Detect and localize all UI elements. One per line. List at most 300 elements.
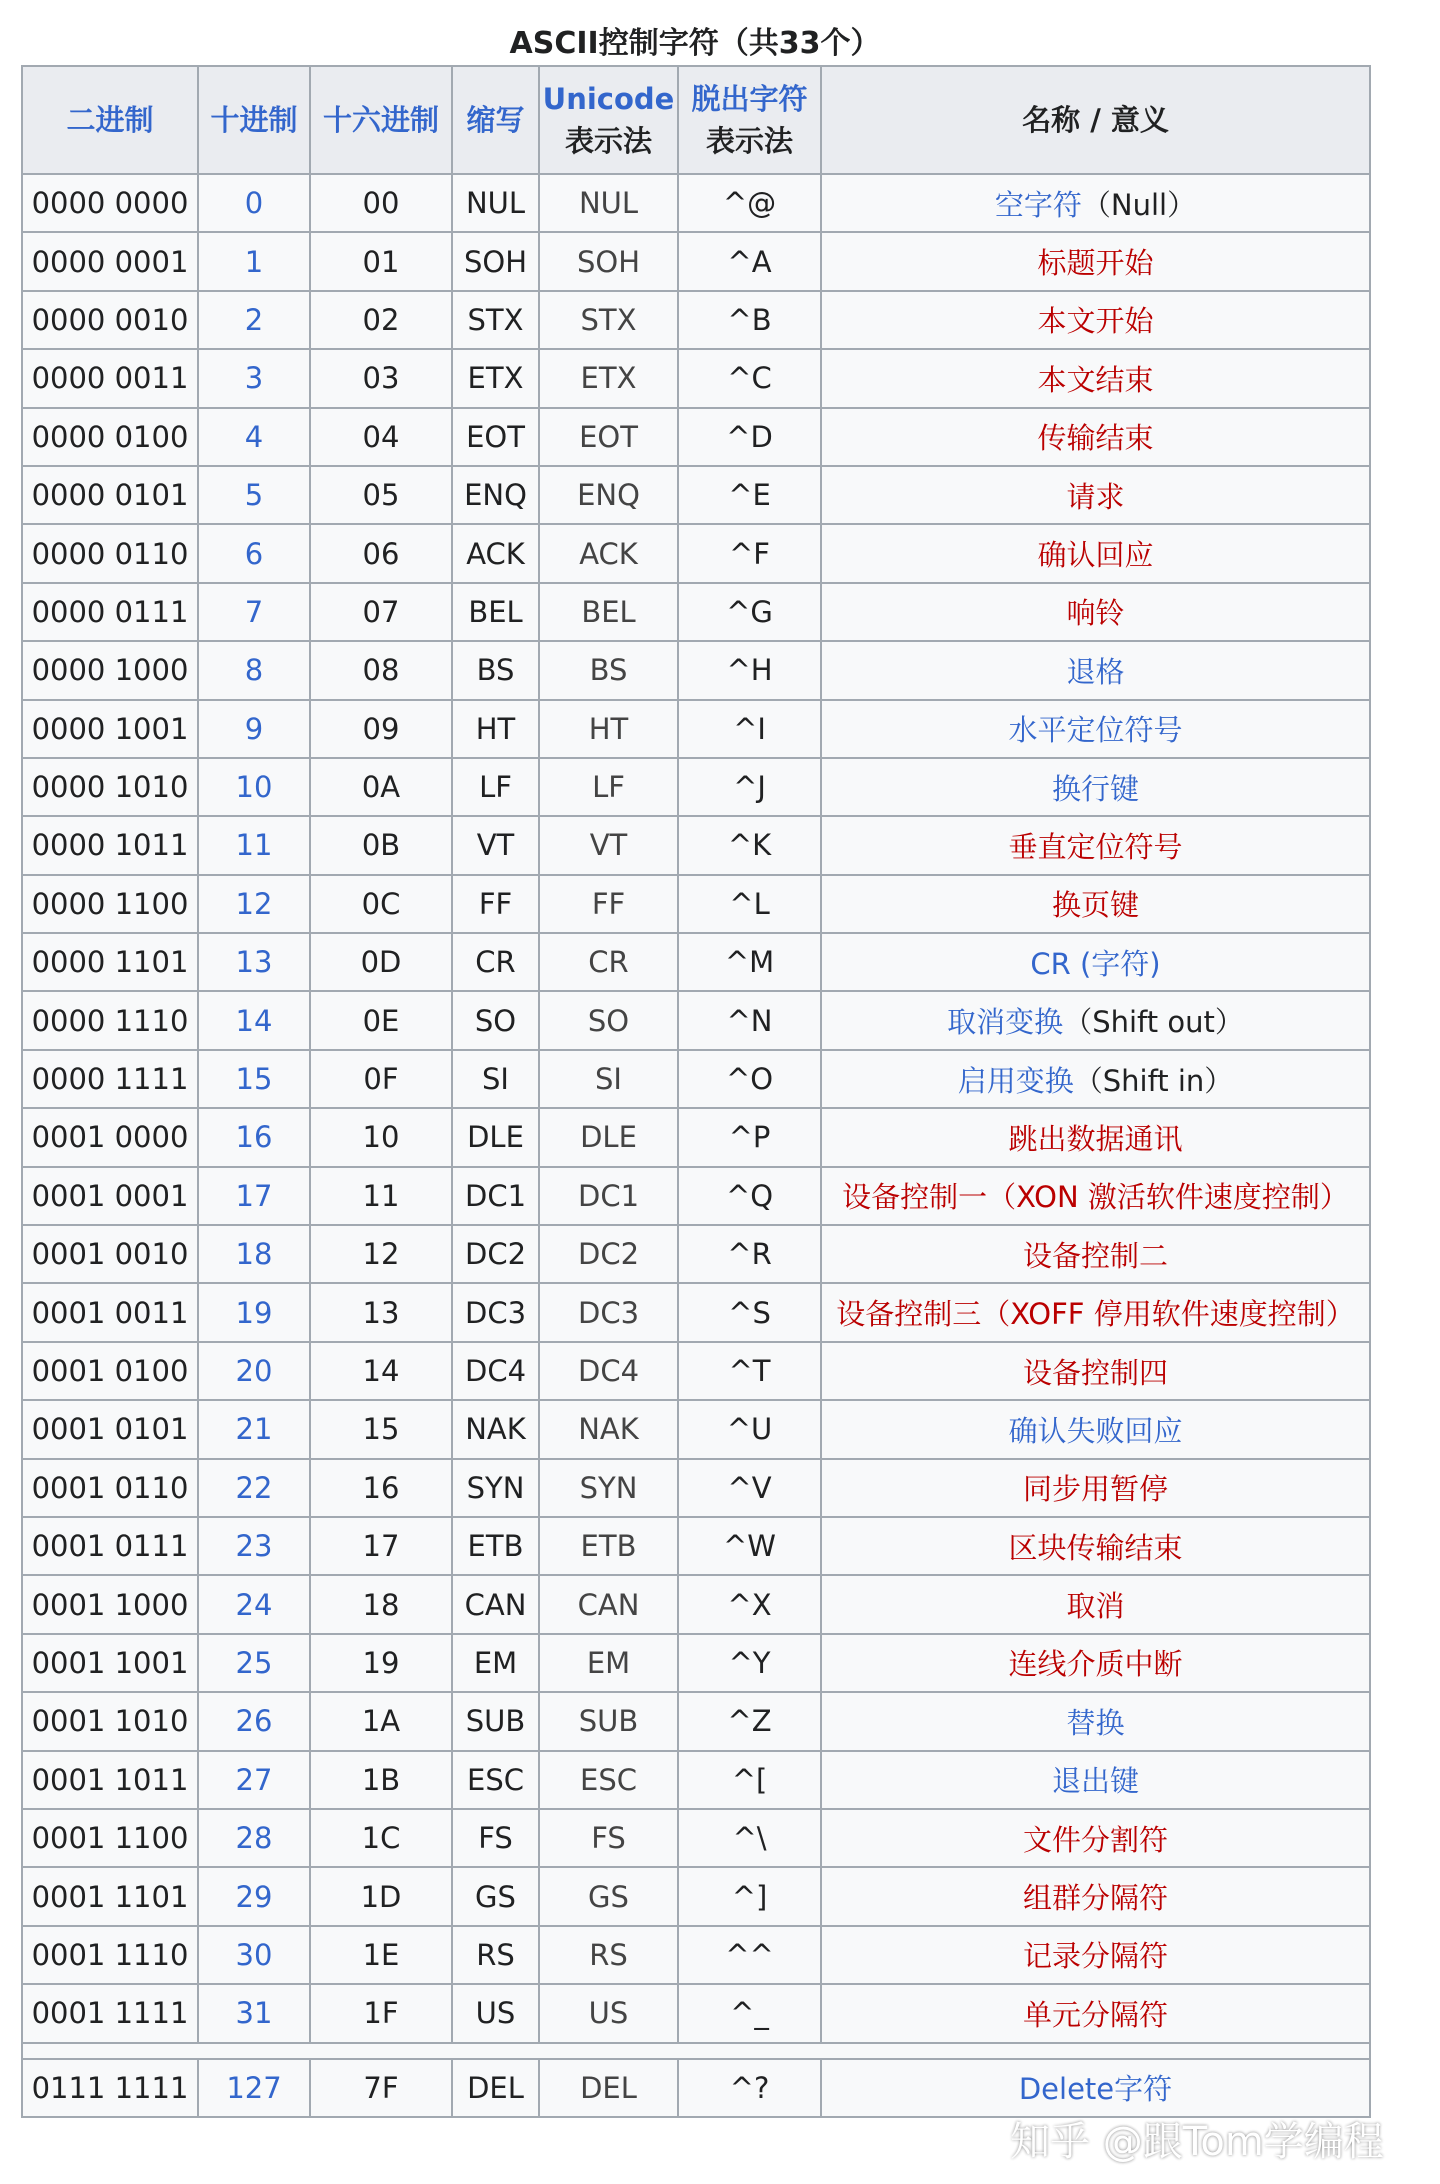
decimal-link[interactable]: 17 [198,1167,310,1225]
meaning-cell [821,1984,1370,2042]
header-caret[interactable]: 脱出字符 表示法 [678,66,821,174]
binary-cell: 0000 0111 [22,583,198,641]
binary-cell: 0001 1001 [22,1634,198,1692]
meaning-link[interactable]: 本文开始 [1037,304,1154,339]
meaning-cell [821,1283,1370,1341]
abbr-cell: EOT [452,408,539,466]
decimal-link[interactable]: 31 [198,1984,310,2042]
hex-cell: 07 [310,583,452,641]
decimal-link[interactable]: 20 [198,1342,310,1400]
meaning-cell [821,408,1370,466]
hex-cell: 1E [310,1926,452,1984]
binary-cell: 0000 1010 [22,758,198,816]
caret-cell: ^J [678,758,821,816]
caret-cell: ^H [678,641,821,699]
unicode-picture-glyph: FF [539,875,678,933]
unicode-picture-glyph: DC4 [539,1342,678,1400]
abbr-cell: DC1 [452,1167,539,1225]
unicode-picture-glyph: CAN [539,1575,678,1633]
binary-cell: 0000 1000 [22,641,198,699]
hex-cell: 17 [310,1517,452,1575]
unicode-picture-glyph: SYN [539,1459,678,1517]
unicode-picture-glyph: RS [539,1926,678,1984]
unicode-picture-glyph: LF [539,758,678,816]
binary-cell: 0000 0110 [22,524,198,582]
meaning-cell [821,700,1370,758]
binary-cell: 0001 0110 [22,1459,198,1517]
decimal-link[interactable]: 18 [198,1225,310,1283]
abbr-cell: ETX [452,349,539,407]
meaning-cell [821,583,1370,641]
meaning-cell [821,1167,1370,1225]
abbr-cell: SO [452,991,539,1049]
unicode-picture-glyph: DC1 [539,1167,678,1225]
meaning-cell [821,1050,1370,1108]
meaning-cell [821,1809,1370,1867]
abbr-cell: GS [452,1867,539,1925]
unicode-picture-glyph: HT [539,700,678,758]
header-abbr[interactable]: 缩写 [452,66,539,174]
table-row [22,408,1370,466]
unicode-picture-glyph: NAK [539,1400,678,1458]
unicode-picture-glyph: SUB [539,1692,678,1750]
table-row [22,1984,1370,2042]
binary-cell: 0001 0011 [22,1283,198,1341]
caret-cell: ^C [678,349,821,407]
decimal-link[interactable]: 13 [198,933,310,991]
table-row [22,1342,1370,1400]
meaning-link[interactable]: 记录分隔符 [1022,1939,1168,1974]
decimal-link[interactable]: 16 [198,1108,310,1166]
meaning-link[interactable]: 退出键 [1051,1764,1139,1799]
hex-cell: 0E [310,991,452,1049]
abbr-cell: BS [452,641,539,699]
decimal-link[interactable]: 5 [198,466,310,524]
decimal-link[interactable]: 4 [198,408,310,466]
binary-cell: 0001 0100 [22,1342,198,1400]
meaning-link[interactable]: 水平定位符号 [1008,713,1183,748]
decimal-link[interactable]: 2 [198,291,310,349]
table-row [22,1926,1370,1984]
binary-cell: 0000 1110 [22,991,198,1049]
binary-cell: 0111 1111 [22,2059,198,2117]
binary-cell: 0001 0111 [22,1517,198,1575]
abbr-cell: DC4 [452,1342,539,1400]
table-row [22,1517,1370,1575]
abbr-cell: BEL [452,583,539,641]
abbr-cell: ACK [452,524,539,582]
caret-cell: ^@ [678,174,821,232]
caret-cell: ^T [678,1342,821,1400]
unicode-picture-glyph: SI [539,1050,678,1108]
meaning-link[interactable]: 设备控制四 [1022,1355,1168,1390]
binary-cell: 0001 0001 [22,1167,198,1225]
binary-cell: 0000 0000 [22,174,198,232]
header-unicode[interactable]: Unicode 表示法 [539,66,678,174]
table-row [22,991,1370,1049]
decimal-link[interactable]: 22 [198,1459,310,1517]
decimal-link[interactable]: 3 [198,349,310,407]
hex-cell: 0B [310,816,452,874]
meaning-cell [821,991,1370,1049]
decimal-link[interactable]: 11 [198,816,310,874]
decimal-link[interactable]: 8 [198,641,310,699]
unicode-picture-glyph: ACK [539,524,678,582]
hex-cell: 05 [310,466,452,524]
meaning-link[interactable]: 标题开始 [1037,246,1154,281]
separator-cell [22,2043,1370,2059]
hex-cell: 08 [310,641,452,699]
caret-cell: ^\ [678,1809,821,1867]
decimal-link[interactable]: 1 [198,232,310,290]
caret-cell: ^P [678,1108,821,1166]
table-row [22,1751,1370,1809]
meaning-note: （Null） [1081,187,1197,222]
decimal-link[interactable]: 12 [198,875,310,933]
caret-cell: ^Q [678,1167,821,1225]
binary-cell: 0001 1000 [22,1575,198,1633]
meaning-link[interactable]: 垂直定位符号 [1008,829,1183,864]
table-row [22,291,1370,349]
caret-cell: ^N [678,991,821,1049]
caret-cell: ^A [678,232,821,290]
unicode-picture-glyph: US [539,1984,678,2042]
unicode-picture-glyph: STX [539,291,678,349]
meaning-link[interactable]: 确认失败回应 [1008,1413,1183,1448]
table-row [22,1283,1370,1341]
caret-cell: ^U [678,1400,821,1458]
meaning-cell [821,1108,1370,1166]
decimal-link[interactable]: 15 [198,1050,310,1108]
table-row [22,1400,1370,1458]
unicode-picture-glyph: GS [539,1867,678,1925]
hex-cell: 12 [310,1225,452,1283]
meaning-cell [821,524,1370,582]
unicode-picture-glyph: DLE [539,1108,678,1166]
abbr-cell: SUB [452,1692,539,1750]
unicode-picture-glyph: BEL [539,583,678,641]
abbr-cell: EM [452,1634,539,1692]
decimal-link[interactable]: 127 [198,2059,310,2117]
meaning-link[interactable]: 响铃 [1066,596,1125,631]
abbr-cell: FF [452,875,539,933]
meaning-cell [821,1867,1370,1925]
meaning-link[interactable]: 区块传输结束 [1008,1530,1183,1565]
unicode-picture-glyph: EM [539,1634,678,1692]
hex-cell: 14 [310,1342,452,1400]
binary-cell: 0000 0010 [22,291,198,349]
binary-cell: 0001 1111 [22,1984,198,2042]
binary-cell: 0001 0000 [22,1108,198,1166]
decimal-link[interactable]: 30 [198,1926,310,1984]
table-row [22,1692,1370,1750]
abbr-cell: SYN [452,1459,539,1517]
decimal-link[interactable]: 9 [198,700,310,758]
meaning-link[interactable]: 设备控制三（XOFF 停用软件速度控制） [836,1297,1355,1332]
unicode-picture-glyph: VT [539,816,678,874]
meaning-link[interactable]: 取消 [1066,1589,1125,1624]
binary-cell: 0001 1101 [22,1867,198,1925]
caret-cell: ^^ [678,1926,821,1984]
abbr-cell: ENQ [452,466,539,524]
table-row [22,583,1370,641]
decimal-link[interactable]: 7 [198,583,310,641]
meaning-link[interactable]: 取消变换 [947,1005,1064,1040]
table-row [22,1225,1370,1283]
table-body [22,174,1370,2117]
binary-cell: 0001 1100 [22,1809,198,1867]
decimal-link[interactable]: 28 [198,1809,310,1867]
hex-cell: 06 [310,524,452,582]
meaning-cell [821,1926,1370,1984]
header-row [22,66,1370,174]
unicode-picture-glyph: ETX [539,349,678,407]
binary-cell: 0000 0100 [22,408,198,466]
table-caption: ASCII控制字符（共33个） [509,26,881,61]
decimal-link[interactable]: 26 [198,1692,310,1750]
abbr-cell: FS [452,1809,539,1867]
table-row [22,758,1370,816]
meaning-link[interactable]: CR (字符) [1030,946,1161,981]
table-row [22,524,1370,582]
hex-cell: 09 [310,700,452,758]
binary-cell: 0000 1011 [22,816,198,874]
binary-cell: 0000 1111 [22,1050,198,1108]
caret-cell: ^V [678,1459,821,1517]
header-hex[interactable]: 十六进制 [310,66,452,174]
hex-cell: 13 [310,1283,452,1341]
unicode-picture-glyph: SO [539,991,678,1049]
abbr-cell: NAK [452,1400,539,1458]
binary-cell: 0000 0011 [22,349,198,407]
caret-cell: ^D [678,408,821,466]
unicode-picture-glyph: SOH [539,232,678,290]
meaning-cell [821,641,1370,699]
meaning-cell [821,349,1370,407]
meaning-link[interactable]: 跳出数据通讯 [1008,1121,1183,1156]
meaning-link[interactable]: 传输结束 [1037,421,1154,456]
meaning-note: （Shift in） [1073,1063,1234,1098]
abbr-cell: HT [452,700,539,758]
caret-cell: ^X [678,1575,821,1633]
hex-cell: 00 [310,174,452,232]
meaning-link[interactable]: 换行键 [1051,771,1139,806]
hex-cell: 04 [310,408,452,466]
meaning-link[interactable]: 连线介质中断 [1008,1647,1183,1682]
abbr-cell: NUL [452,174,539,232]
decimal-link[interactable]: 27 [198,1751,310,1809]
unicode-picture-glyph: ETB [539,1517,678,1575]
meaning-note: （Shift out） [1063,1005,1244,1040]
meaning-cell [821,1634,1370,1692]
hex-cell: 1B [310,1751,452,1809]
binary-cell: 0000 1001 [22,700,198,758]
caret-cell: ^W [678,1517,821,1575]
meaning-link[interactable]: 本文结束 [1037,362,1154,397]
hex-cell: 0D [310,933,452,991]
caret-cell: ^R [678,1225,821,1283]
table-row [22,933,1370,991]
decimal-link[interactable]: 29 [198,1867,310,1925]
abbr-cell: RS [452,1926,539,1984]
abbr-cell: STX [452,291,539,349]
hex-cell: 01 [310,232,452,290]
meaning-cell [821,1459,1370,1517]
meaning-cell [821,1575,1370,1633]
caret-cell: ^M [678,933,821,991]
table-row [22,1575,1370,1633]
hex-cell: 1D [310,1867,452,1925]
ascii-control-table [21,65,1371,2118]
meaning-cell [821,2059,1370,2117]
decimal-link[interactable]: 25 [198,1634,310,1692]
abbr-cell: ESC [452,1751,539,1809]
hex-cell: 19 [310,1634,452,1692]
caret-cell: ^S [678,1283,821,1341]
unicode-picture-glyph: DEL [539,2059,678,2117]
abbr-cell: VT [452,816,539,874]
meaning-cell [821,1342,1370,1400]
meaning-cell [821,1400,1370,1458]
decimal-link[interactable]: 23 [198,1517,310,1575]
hex-cell: 18 [310,1575,452,1633]
meaning-link[interactable]: 同步用暂停 [1022,1472,1168,1507]
abbr-cell: DEL [452,2059,539,2117]
caret-cell: ^? [678,2059,821,2117]
decimal-link[interactable]: 6 [198,524,310,582]
table-row [22,700,1370,758]
table-row [22,1634,1370,1692]
hex-cell: 1C [310,1809,452,1867]
caret-cell: ^O [678,1050,821,1108]
abbr-cell: SI [452,1050,539,1108]
caret-cell: ^Z [678,1692,821,1750]
hex-cell: 11 [310,1167,452,1225]
decimal-link[interactable]: 10 [198,758,310,816]
header-decimal[interactable]: 十进制 [198,66,310,174]
meaning-link[interactable]: 空字符 [994,187,1082,222]
unicode-picture-glyph: ESC [539,1751,678,1809]
abbr-cell: US [452,1984,539,2042]
abbr-cell: SOH [452,232,539,290]
unicode-picture-glyph: ENQ [539,466,678,524]
meaning-link[interactable]: 启用变换 [957,1063,1074,1098]
caret-cell: ^L [678,875,821,933]
binary-cell: 0001 1010 [22,1692,198,1750]
decimal-link[interactable]: 21 [198,1400,310,1458]
abbr-cell: CR [452,933,539,991]
binary-cell: 0001 0010 [22,1225,198,1283]
meaning-cell [821,466,1370,524]
hex-cell: 0A [310,758,452,816]
table-row [22,641,1370,699]
hex-cell: 10 [310,1108,452,1166]
meaning-cell [821,933,1370,991]
table-row [22,349,1370,407]
table-row [22,1050,1370,1108]
meaning-cell [821,291,1370,349]
decimal-link[interactable]: 14 [198,991,310,1049]
abbr-cell: DC2 [452,1225,539,1283]
unicode-picture-glyph: FS [539,1809,678,1867]
meaning-cell [821,1692,1370,1750]
meaning-link[interactable]: 确认回应 [1037,538,1154,573]
meaning-cell [821,758,1370,816]
caret-cell: ^F [678,524,821,582]
hex-cell: 7F [310,2059,452,2117]
meaning-link[interactable]: 设备控制二 [1022,1238,1168,1273]
caret-cell: ^I [678,700,821,758]
meaning-link[interactable]: 替换 [1066,1705,1125,1740]
meaning-cell [821,232,1370,290]
meaning-cell [821,816,1370,874]
caret-cell: ^G [678,583,821,641]
meaning-cell [821,1517,1370,1575]
unicode-picture-glyph: EOT [539,408,678,466]
caret-cell: ^Y [678,1634,821,1692]
decimal-link[interactable]: 19 [198,1283,310,1341]
table-row [22,875,1370,933]
watermark: 知乎 @跟Tom学编程 [1010,2119,1384,2165]
meaning-link[interactable]: 退格 [1066,654,1125,689]
meaning-link[interactable]: 文件分割符 [1022,1822,1168,1857]
table-row [22,1459,1370,1517]
caret-cell: ^[ [678,1751,821,1809]
binary-cell: 0000 1100 [22,875,198,933]
header-binary[interactable]: 二进制 [22,66,198,174]
binary-cell: 0001 0101 [22,1400,198,1458]
table-separator [22,2043,1370,2059]
hex-cell: 0C [310,875,452,933]
meaning-link[interactable]: 单元分隔符 [1022,1997,1168,2032]
decimal-link[interactable]: 24 [198,1575,310,1633]
meaning-link[interactable]: Delete字符 [1018,2072,1173,2107]
caret-cell: ^K [678,816,821,874]
binary-cell: 0000 0001 [22,232,198,290]
table-row [22,232,1370,290]
meaning-cell [821,1225,1370,1283]
table-row [22,466,1370,524]
unicode-picture-glyph: BS [539,641,678,699]
meaning-link[interactable]: 请求 [1066,479,1125,514]
caret-cell: ^B [678,291,821,349]
table-row [22,816,1370,874]
meaning-link[interactable]: 设备控制一（XON 激活软件速度控制） [842,1180,1349,1215]
caret-cell: ^E [678,466,821,524]
decimal-link[interactable]: 0 [198,174,310,232]
meaning-link[interactable]: 组群分隔符 [1022,1881,1168,1916]
binary-cell: 0001 1110 [22,1926,198,1984]
abbr-cell: LF [452,758,539,816]
table-row [22,174,1370,232]
table-row [22,2059,1370,2117]
unicode-picture-glyph: DC3 [539,1283,678,1341]
abbr-cell: ETB [452,1517,539,1575]
meaning-link[interactable]: 换页键 [1051,888,1139,923]
table-row [22,1867,1370,1925]
hex-cell: 0F [310,1050,452,1108]
abbr-cell: DLE [452,1108,539,1166]
unicode-picture-glyph: DC2 [539,1225,678,1283]
hex-cell: 1A [310,1692,452,1750]
binary-cell: 0000 1101 [22,933,198,991]
caret-cell: ^] [678,1867,821,1925]
meaning-cell [821,875,1370,933]
hex-cell: 02 [310,291,452,349]
hex-cell: 03 [310,349,452,407]
caret-cell: ^_ [678,1984,821,2042]
header-meaning: 名称 / 意义 [821,66,1370,174]
